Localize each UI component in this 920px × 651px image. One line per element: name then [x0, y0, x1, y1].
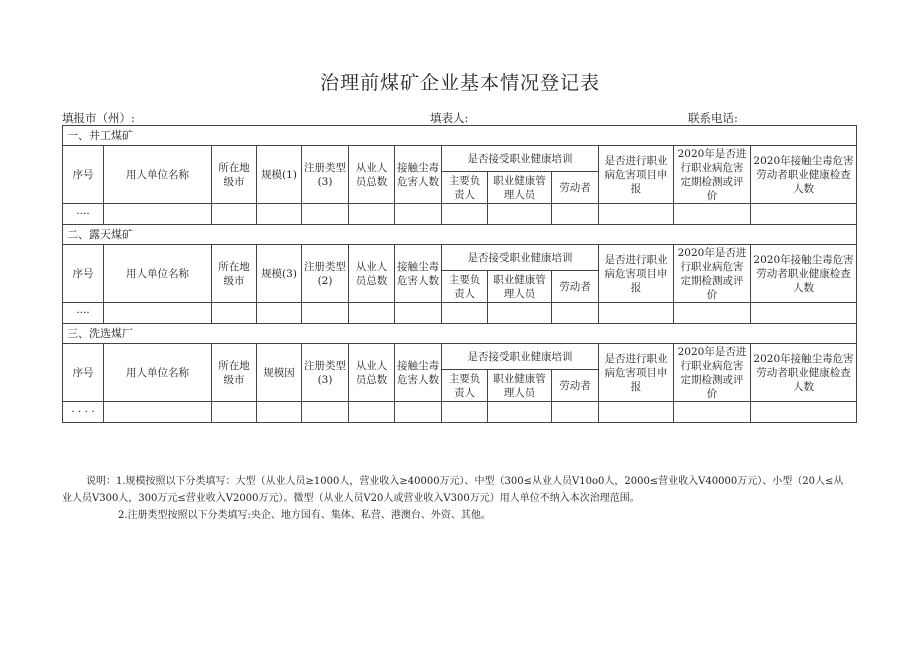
city-label: 填报市（州）:: [62, 111, 135, 125]
col-exam: 2020年接触尘毒危害劳动者职业健康检查人数: [751, 245, 857, 303]
cell[interactable]: [302, 303, 349, 324]
cell[interactable]: [349, 303, 395, 324]
cell[interactable]: [674, 204, 751, 225]
cell[interactable]: [104, 303, 212, 324]
cell[interactable]: [552, 303, 599, 324]
col-detect: 2020年是否进行职业病危害定期检测或评价: [674, 146, 751, 204]
cell[interactable]: [257, 303, 302, 324]
cell[interactable]: [302, 402, 349, 423]
cell[interactable]: [552, 402, 599, 423]
cell[interactable]: [674, 303, 751, 324]
col-declare: 是否进行职业病危害项目申报: [599, 245, 674, 303]
col-manager: 职业健康管理人员: [488, 172, 552, 204]
col-declare: 是否进行职业病危害项目申报: [599, 146, 674, 204]
col-scale: 规模(3): [257, 245, 302, 303]
col-reg: 注册类型(2): [302, 245, 349, 303]
row-ellipsis: ····: [63, 204, 104, 225]
cell[interactable]: [302, 204, 349, 225]
section-title: 三、洗选煤厂: [63, 324, 857, 344]
col-exposed: 接触尘毒危害人数: [395, 146, 442, 204]
col-unit: 用人单位名称: [104, 344, 212, 402]
cell[interactable]: [488, 402, 552, 423]
cell[interactable]: [349, 204, 395, 225]
col-workers: 劳动者: [552, 370, 599, 402]
table-row: [63, 303, 857, 324]
cell[interactable]: [257, 204, 302, 225]
col-seq: 序号: [63, 146, 104, 204]
col-unit: 用人单位名称: [104, 146, 212, 204]
cell[interactable]: [212, 402, 257, 423]
filler-label: 填表人:: [430, 111, 469, 125]
col-staff: 从业人员总数: [349, 146, 395, 204]
notes: [62, 473, 852, 524]
col-staff: 从业人员总数: [349, 344, 395, 402]
col-exam: 2020年接触尘毒危害劳动者职业健康检查人数: [751, 146, 857, 204]
cell[interactable]: [751, 303, 857, 324]
cell[interactable]: [395, 402, 442, 423]
cell[interactable]: [442, 204, 488, 225]
cell[interactable]: [488, 204, 552, 225]
cell[interactable]: [395, 303, 442, 324]
col-exam: 2020年接触尘毒危害劳动者职业健康检查人数: [751, 344, 857, 402]
col-manager: 职业健康管理人员: [488, 271, 552, 303]
col-seq: 序号: [63, 245, 104, 303]
col-principal: 主要负责人: [442, 271, 488, 303]
registration-table: [62, 125, 857, 423]
col-unit: 用人单位名称: [104, 245, 212, 303]
cell[interactable]: [104, 204, 212, 225]
col-city: 所在地级市: [212, 146, 257, 204]
cell[interactable]: [442, 303, 488, 324]
contact-label: 联系电话:: [688, 111, 738, 125]
col-declare: 是否进行职业病危害项目申报: [599, 344, 674, 402]
col-exposed: 接触尘毒危害人数: [395, 344, 442, 402]
col-city: 所在地级市: [212, 245, 257, 303]
cell[interactable]: [599, 402, 674, 423]
note-registration: 2.注册类型按照以下分类填写:央企、地方国有、集体、私营、港澳台、外资、其他。: [118, 510, 491, 521]
cell[interactable]: [349, 402, 395, 423]
col-training: 是否接受职业健康培训: [442, 245, 599, 271]
cell[interactable]: [488, 303, 552, 324]
table-row: [63, 402, 857, 423]
col-reg: 注册类型(3): [302, 344, 349, 402]
cell[interactable]: [599, 204, 674, 225]
col-principal: 主要负责人: [442, 172, 488, 204]
cell[interactable]: [552, 204, 599, 225]
col-seq: 序号: [63, 344, 104, 402]
cell[interactable]: [599, 303, 674, 324]
cell[interactable]: [104, 402, 212, 423]
col-workers: 劳动者: [552, 271, 599, 303]
col-staff: 从业人员总数: [349, 245, 395, 303]
row-ellipsis: ····: [63, 303, 104, 324]
cell[interactable]: [257, 402, 302, 423]
cell[interactable]: [674, 402, 751, 423]
cell[interactable]: [442, 402, 488, 423]
col-manager: 职业健康管理人员: [488, 370, 552, 402]
col-reg: 注册类型(3): [302, 146, 349, 204]
col-principal: 主要负责人: [442, 370, 488, 402]
cell[interactable]: [212, 303, 257, 324]
section-title: 二、露天煤矿: [63, 225, 857, 245]
col-training: 是否接受职业健康培训: [442, 344, 599, 370]
col-exposed: 接触尘毒危害人数: [395, 245, 442, 303]
page-title: 治理前煤矿企业基本情况登记表: [319, 72, 600, 94]
col-detect: 2020年是否进行职业病危害定期检测或评价: [674, 344, 751, 402]
cell[interactable]: [751, 204, 857, 225]
col-workers: 劳动者: [552, 172, 599, 204]
section-title: 一、井工煤矿: [63, 126, 857, 146]
col-detect: 2020年是否进行职业病危害定期检测或评价: [674, 245, 751, 303]
cell[interactable]: [212, 204, 257, 225]
col-scale: 规模因: [257, 344, 302, 402]
cell[interactable]: [751, 402, 857, 423]
col-city: 所在地级市: [212, 344, 257, 402]
note-scale: 说明：1.规模按照以下分类填写：大型（从业人员≥1000人，营业收入≥40000万元）、中型（300≤从业人员V10o0人，2000≤营业收入V40000万元）、小型（20人≤从业人员V300人，300万元≤营业收入V2000万元）。微型（从业人员V20人或营业收入V300万元）用人单位不纳入本次治理范围。: [62, 476, 844, 504]
table-row: [63, 204, 857, 225]
cell[interactable]: [395, 204, 442, 225]
col-training: 是否接受职业健康培训: [442, 146, 599, 172]
col-scale: 规模(1): [257, 146, 302, 204]
row-ellipsis: · · · ·: [63, 402, 104, 423]
